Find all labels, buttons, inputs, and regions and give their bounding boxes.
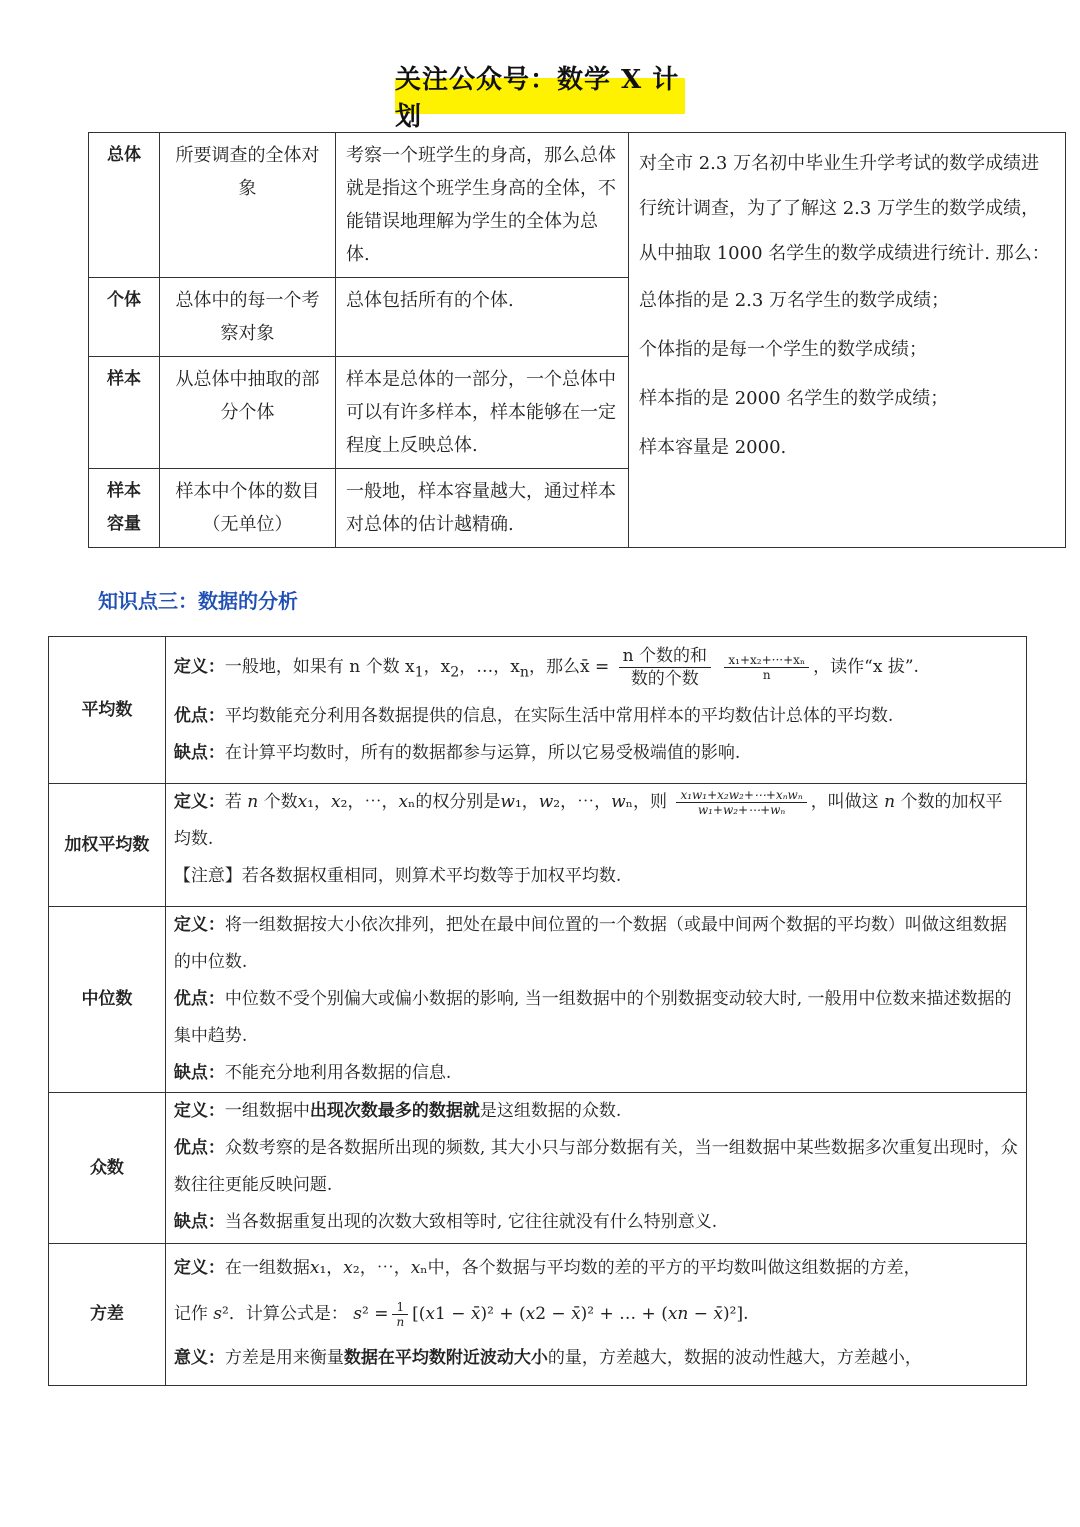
definition-cell: 从总体中抽取的部分个体 — [160, 357, 336, 469]
term-cell: 平均数 — [49, 637, 166, 784]
term-cell: 中位数 — [49, 907, 166, 1093]
definition-text: ，…，x — [459, 657, 520, 677]
table-row — [89, 133, 1066, 278]
section-title: 知识点三：数据的分析 — [98, 589, 298, 613]
definition-text: ，读作“x 拔”. — [813, 657, 919, 677]
note-line: 【注意】若各数据权重相同，则算术平均数等于加权平均数. — [173, 866, 622, 886]
definition-label: 定义： — [173, 915, 225, 935]
definition-text: 一般地，如果有 n 个数 x — [224, 657, 415, 677]
definition-emphasis: 出现次数最多的数据就 — [309, 1101, 480, 1121]
definition-text: ，那么x̄ = — [528, 657, 610, 677]
advantage-label: 优点： — [173, 706, 225, 727]
disadvantage-text: 不能充分地利用各数据的信息. — [224, 1063, 452, 1083]
definition-line — [174, 641, 1018, 698]
advantage-line — [174, 698, 1018, 735]
table-row — [49, 637, 1027, 784]
explanation-cell: 考察一个班学生的身高，那么总体就是指这个班学生身高的全体，不能错误地理解为学生的全体为总体. — [336, 133, 629, 278]
advantage-label: 优点： — [173, 989, 225, 1009]
definition-line — [174, 1093, 1018, 1130]
term-cell: 方差 — [49, 1244, 166, 1386]
mean-fraction: $\frac{\text{n 个数的和}}{\text{数的个数}}$ — [619, 645, 711, 690]
content-cell — [165, 907, 1026, 1093]
explanation-cell: 一般地，样本容量越大，通过样本对总体的估计越精确. — [336, 469, 629, 548]
example-cell — [629, 133, 1066, 548]
variance-formula: [(𝑥1 − 𝑥̄)² + (𝑥2 − 𝑥̄)² + … + (𝑥𝑛 − 𝑥̄)²]. — [412, 1304, 749, 1324]
term-cell: 众数 — [49, 1093, 166, 1244]
definition-cell: 所要调查的全体对象 — [160, 133, 336, 278]
disadvantage-label: 缺点： — [173, 743, 225, 764]
explanation-cell: 样本是总体的一部分，一个总体中可以有许多样本，样本能够在一定程度上反映总体. — [336, 357, 629, 469]
statistics-terms-table — [88, 132, 1066, 548]
content-cell — [165, 784, 1026, 907]
content-cell — [165, 1093, 1026, 1244]
meaning-emphasis: 数据在平均数附近波动大小 — [343, 1348, 548, 1368]
example-line: 个体指的是每一个学生的数学成绩； — [639, 339, 927, 360]
weighted-mean-fraction: $\frac{\text{x₁w₁+x₂w₂+⋯+xₙwₙ}}{\text{w₁+w₂+⋯+wₙ}}$ — [676, 788, 806, 817]
definition-label: 定义： — [173, 657, 225, 677]
definition-text: ，x — [423, 657, 451, 677]
mean-formula-fraction: $\frac{\text{x₁+x₂+···+xₙ}}{n}$ — [724, 653, 809, 682]
subscript: 2 — [450, 664, 460, 681]
advantage-line — [174, 981, 1018, 1055]
term-cell: 总体 — [89, 133, 160, 278]
disadvantage-line — [174, 735, 1018, 772]
example-line: 样本容量是 2000. — [639, 437, 787, 458]
definition-line — [174, 1248, 1018, 1288]
disadvantage-text: 当各数据重复出现的次数大致相等时, 它往往就没有什么特别意义. — [224, 1212, 718, 1232]
definition-text: 在一组数据𝑥₁，𝑥₂，⋯，𝑥ₙ中，各个数据与平均数的差的平方的平均数叫做这组数据的方差， — [224, 1258, 921, 1278]
advantage-label: 优点： — [173, 1138, 225, 1158]
table-row — [49, 907, 1027, 1093]
meaning-text: 方差是用来衡量 — [224, 1348, 344, 1368]
table-row — [49, 1244, 1027, 1386]
definition-label: 定义： — [173, 1258, 225, 1278]
variance-formula: 𝑠² = — [353, 1304, 389, 1324]
advantage-text: 平均数能充分利用各数据提供的信息，在实际生活中常用样本的平均数估计总体的平均数. — [224, 706, 894, 727]
content-cell — [165, 637, 1026, 784]
definition-cell: 总体中的每一个考察对象 — [160, 278, 336, 357]
disadvantage-line — [174, 1055, 1018, 1092]
definition-text: 若 𝑛 个数𝑥₁，𝑥₂，⋯，𝑥ₙ的权分别是𝑤₁，𝑤₂，⋯，𝑤ₙ，则 — [224, 792, 668, 812]
disadvantage-label: 缺点： — [173, 1212, 225, 1232]
definition-text: 将一组数据按大小依次排列，把处在最中间位置的一个数据（或最中间两个数据的平均数）叫做这组数据的中位数. — [173, 915, 1007, 972]
content-cell — [165, 1244, 1026, 1386]
definition-text: 一组数据中 — [224, 1101, 310, 1121]
meaning-line — [174, 1340, 1018, 1377]
example-line: 样本指的是 2000 名学生的数学成绩； — [639, 388, 949, 409]
example-intro: 对全市 2.3 万名初中毕业生升学考试的数学成绩进行统计调查，为了了解这 2.3 万学生的数学成绩，从中抽取 1000 名学生的数学成绩进行统计. 那么： — [639, 153, 1050, 264]
term-cell: 个体 — [89, 278, 160, 357]
term-cell: 加权平均数 — [49, 784, 166, 907]
definition-text: 记作 𝑠²．计算公式是： — [173, 1304, 348, 1324]
table-row — [49, 1093, 1027, 1244]
definition-line — [174, 907, 1018, 981]
advantage-line — [174, 1130, 1018, 1204]
definition-label: 定义： — [173, 792, 225, 812]
term-cell: 样本容量 — [89, 469, 160, 548]
disadvantage-label: 缺点： — [173, 1063, 225, 1083]
page-banner: 关注公众号：数学 X 计划 — [395, 78, 685, 114]
advantage-text: 中位数不受个别偏大或偏小数据的影响, 当一组数据中的个别数据变动较大时, 一般用中位数来描述数据的集中趋势. — [173, 989, 1012, 1046]
definition-text: 是这组数据的众数. — [479, 1101, 622, 1121]
table-row — [49, 784, 1027, 907]
definition-cell: 样本中个体的数目（无单位） — [160, 469, 336, 548]
disadvantage-line — [174, 1204, 1018, 1241]
formula-line — [174, 1288, 1018, 1340]
variance-fraction: $\frac{1}{\text{𝑛}}$ — [392, 1300, 408, 1329]
meaning-label: 意义： — [173, 1348, 225, 1368]
definition-line — [174, 784, 1018, 858]
subscript: 1 — [414, 664, 424, 681]
explanation-cell: 总体包括所有的个体. — [336, 278, 629, 357]
example-line: 总体指的是 2.3 万名学生的数学成绩； — [639, 290, 950, 311]
term-cell: 样本 — [89, 357, 160, 469]
disadvantage-text: 在计算平均数时，所有的数据都参与运算，所以它易受极端值的影响. — [224, 743, 741, 764]
meaning-text: 的量，方差越大，数据的波动性越大，方差越小， — [547, 1348, 922, 1368]
subscript: n — [519, 664, 529, 681]
definition-label: 定义： — [173, 1101, 225, 1121]
definition-text: ，叫做这 𝑛 个数的加权平均数. — [173, 792, 1003, 849]
advantage-text: 众数考察的是各数据所出现的频数, 其大小只与部分数据有关，当一组数据中某些数据多次重复出现时，众数往往更能反映问题. — [173, 1138, 1018, 1195]
data-analysis-table — [48, 636, 1027, 1386]
